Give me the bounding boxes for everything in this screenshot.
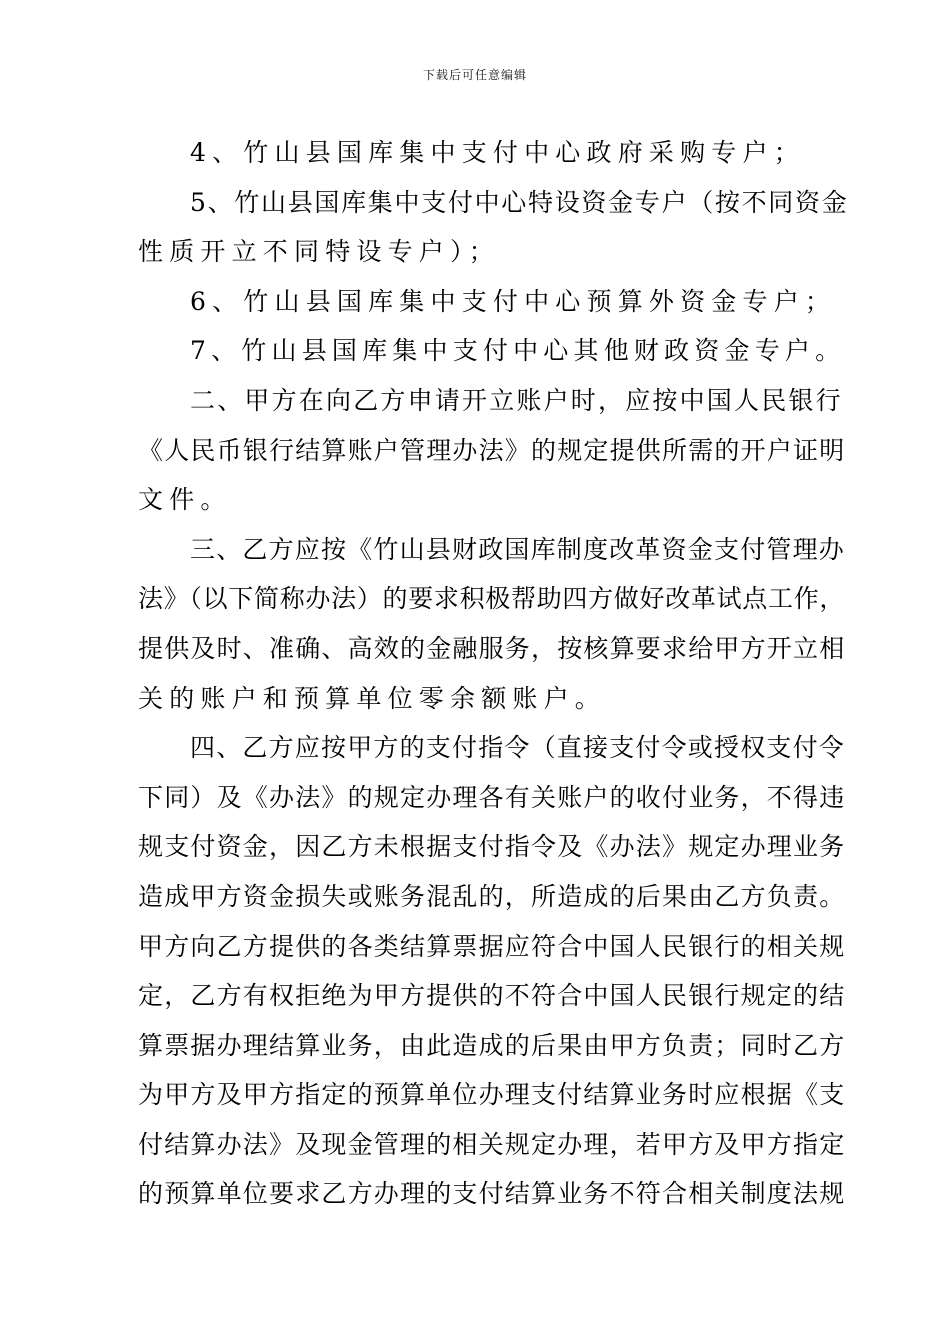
text-line: 算票据办理结算业务，由此造成的后果由甲方负责；同时乙方 xyxy=(138,1030,846,1060)
text-line: 6、竹山县国库集中支付中心预算外资金专户； xyxy=(190,286,837,316)
text-line: 性质开立不同特设专户）； xyxy=(138,237,500,267)
header-note: 下载后可任意编辑 xyxy=(422,68,527,82)
text-line: 为甲方及甲方指定的预算单位办理支付结算业务时应根据《支 xyxy=(138,1080,846,1110)
text-line: 三、乙方应按《竹山县财政国库制度改革资金支付管理办 xyxy=(190,534,846,564)
text-line: 付结算办法》及现金管理的相关规定办理，若甲方及甲方指定 xyxy=(138,1129,846,1159)
text-line: 四、乙方应按甲方的支付指令（直接支付令或授权支付令 xyxy=(190,733,846,763)
text-line: 规支付资金，因乙方未根据支付指令及《办法》规定办理业务 xyxy=(138,832,846,862)
text-line: 7、竹山县国库集中支付中心其他财政资金专户。 xyxy=(190,336,846,366)
document-body xyxy=(138,128,849,1219)
text-line: 甲方向乙方提供的各类结算票据应符合中国人民银行的相关规 xyxy=(138,931,846,961)
text-line: 4、竹山县国库集中支付中心政府采购专户； xyxy=(190,138,805,167)
text-line: 定，乙方有权拒绝为甲方提供的不符合中国人民银行规定的结 xyxy=(138,981,846,1011)
text-line: 《人民币银行结算账户管理办法》的规定提供所需的开户证明 xyxy=(138,435,846,465)
text-line: 法》（以下简称办法）的要求积极帮助四方做好改革试点工作， xyxy=(138,584,846,614)
text-line: 5、竹山县国库集中支付中心特设资金专户（按不同资金 xyxy=(190,187,849,217)
text-line: 关的账户和预算单位零余额账户。 xyxy=(138,683,607,713)
text-line: 造成甲方资金损失或账务混乱的，所造成的后果由乙方负责。 xyxy=(138,881,846,911)
text-line: 提供及时、准确、高效的金融服务，按核算要求给甲方开立相 xyxy=(138,633,846,663)
text-line: 下同）及《办法》的规定办理各有关账户的收付业务，不得违 xyxy=(138,782,846,812)
text-line: 文件。 xyxy=(138,485,232,515)
text-line: 的预算单位要求乙方办理的支付结算业务不符合相关制度法规 xyxy=(138,1179,846,1209)
text-line: 二、甲方在向乙方申请开立账户时，应按中国人民银行 xyxy=(190,385,843,415)
